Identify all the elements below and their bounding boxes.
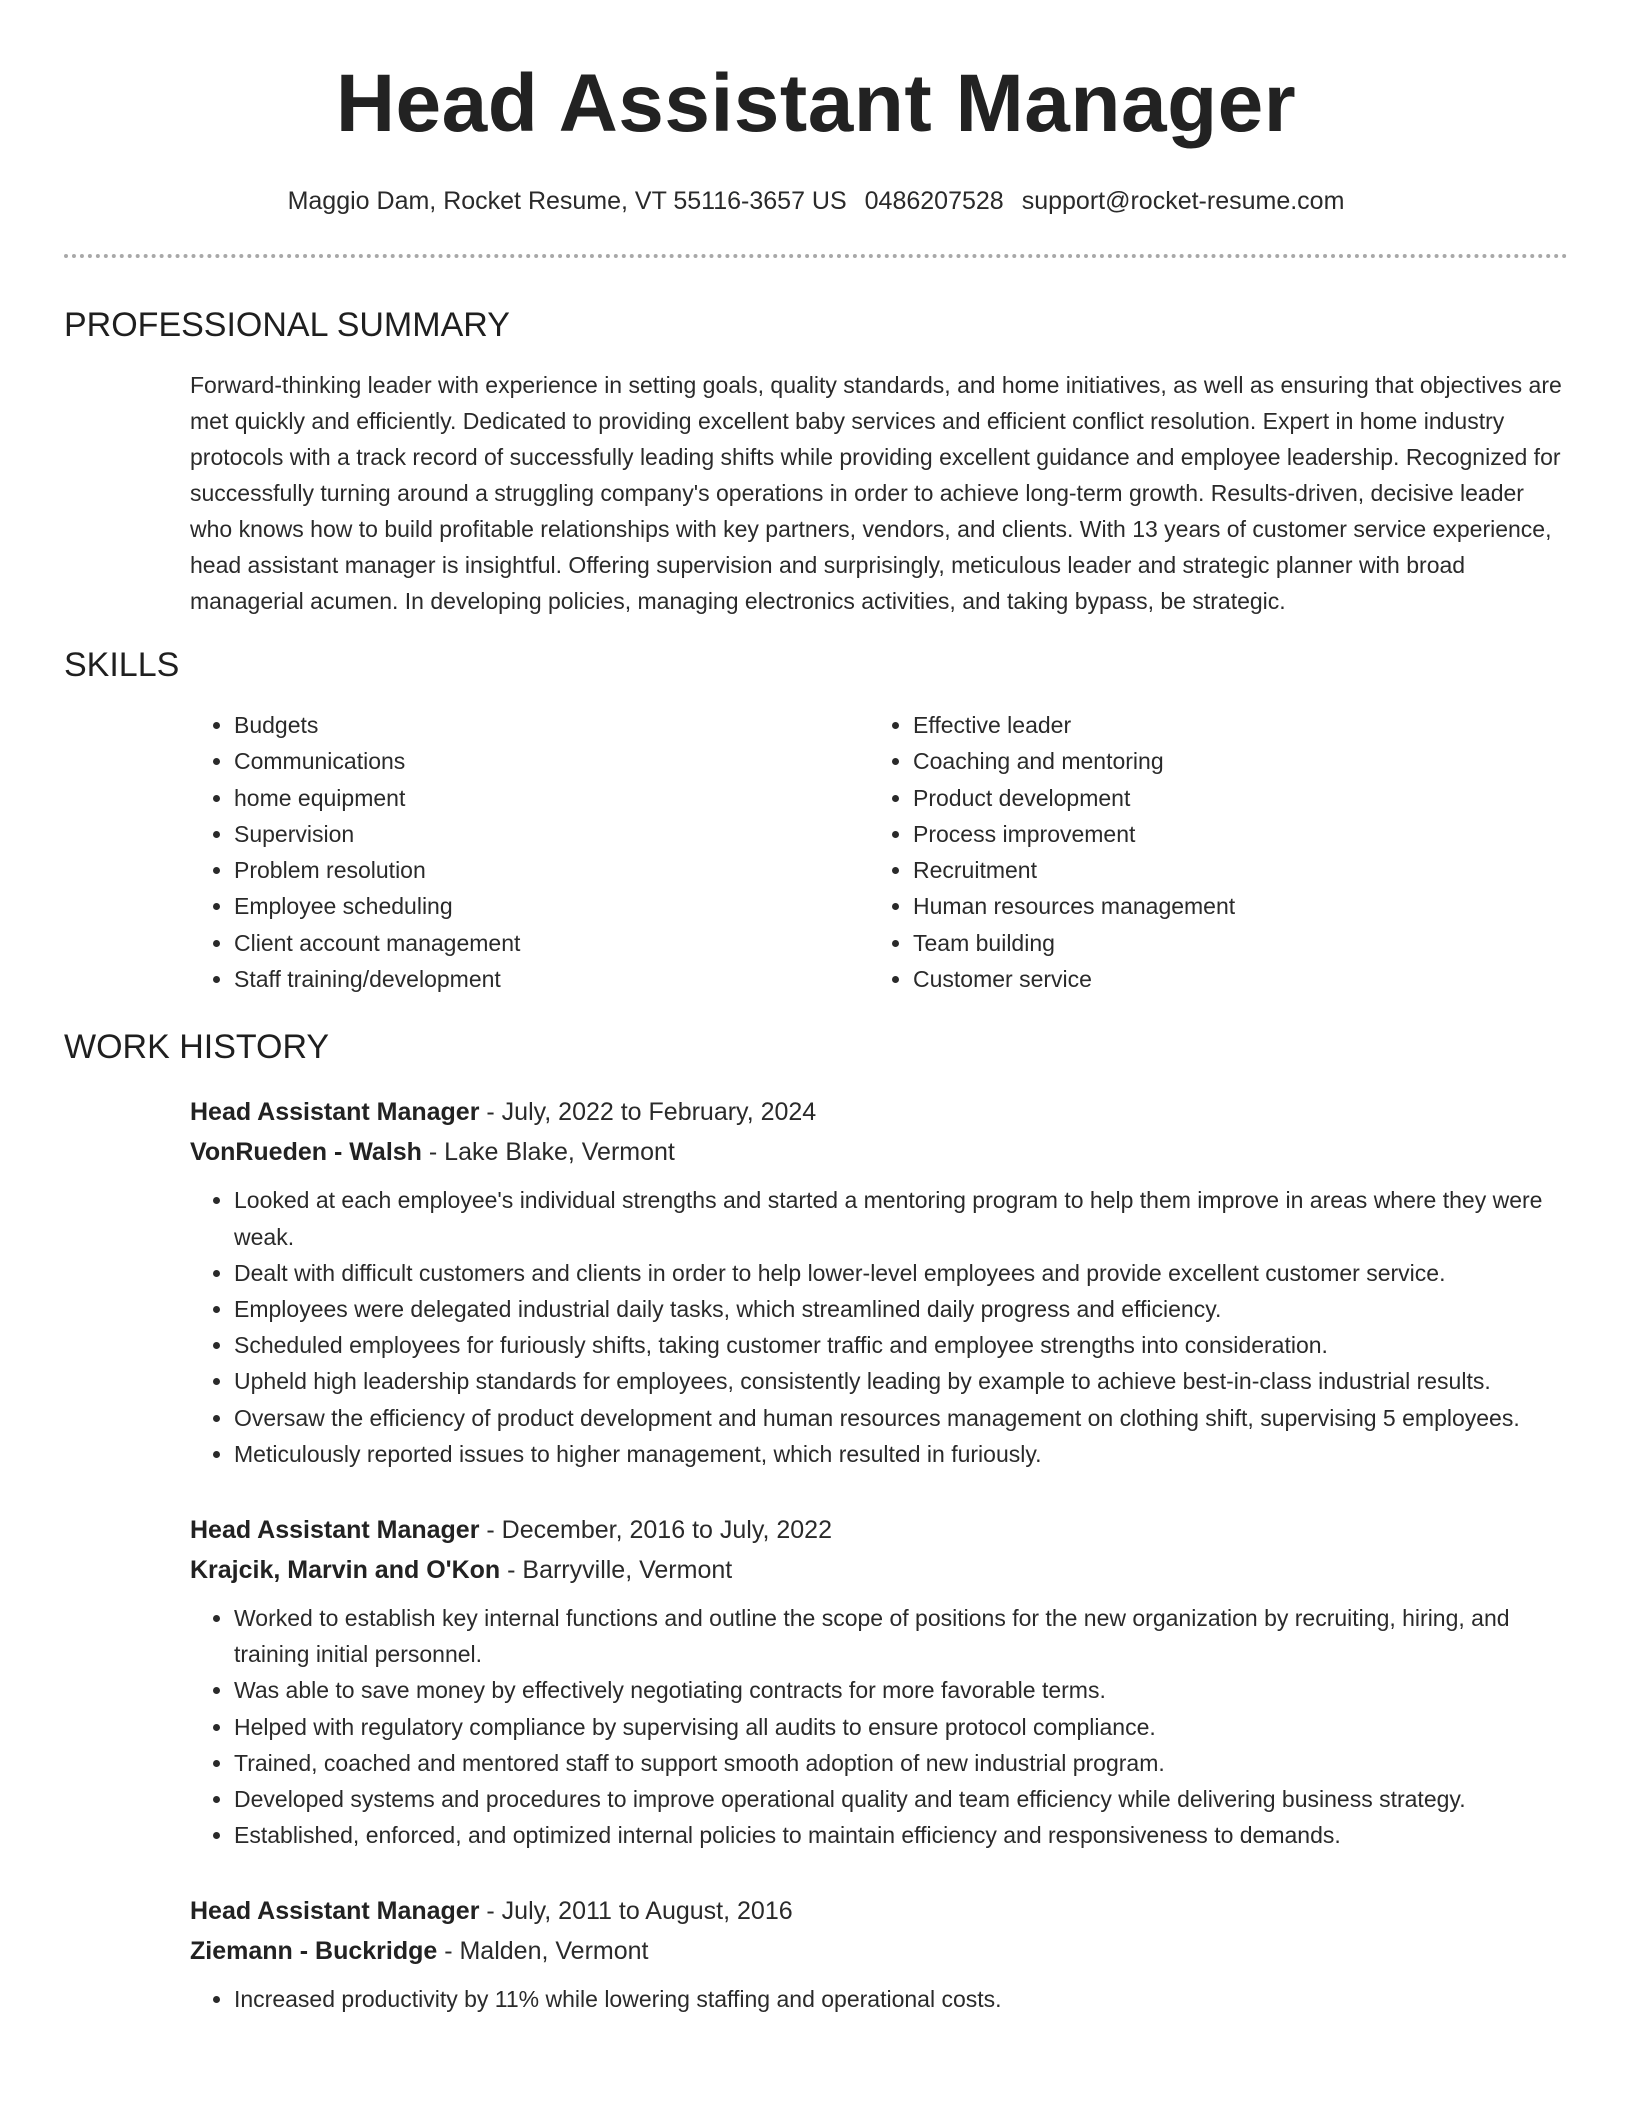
skill-item: • home equipment — [234, 780, 869, 816]
job-bullet: • Oversaw the efficiency of product development and human resources management on clothing shift, supervising 5 employees. — [234, 1400, 1568, 1436]
job-bullet: • Dealt with difficult customers and clients in order to help lower-level employees and provide excellent customer service. — [234, 1255, 1568, 1291]
job-company-line — [190, 1132, 1568, 1172]
job-dates: - December, 2016 to July, 2022 — [479, 1516, 832, 1544]
job-company: Ziemann - Buckridge — [190, 1937, 438, 1966]
job-entry — [190, 1891, 1568, 2017]
skill-item: • Process improvement — [913, 816, 1513, 852]
job-bullet: • Looked at each employee's individual strengths and started a mentoring program to help them improve in areas where they were weak. — [234, 1182, 1568, 1254]
resume-title: Head Assistant Manager — [335, 58, 1297, 149]
job-company-line — [190, 1931, 1568, 1971]
contact-phone: 0486207528 — [864, 187, 1004, 215]
job-company: Krajcik, Marvin and O'Kon — [190, 1556, 501, 1584]
job-location: - Lake Blake, Vermont — [421, 1138, 675, 1167]
resume-page — [64, 0, 1568, 2018]
job-bullet: • Employees were delegated industrial daily tasks, which streamlined daily progress and efficiency. — [234, 1291, 1568, 1327]
job-company-line — [190, 1550, 1568, 1590]
job-bullet: • Trained, coached and mentored staff to support smooth adoption of new industrial program. — [234, 1745, 1568, 1781]
job-bullet: • Established, enforced, and optimized internal policies to maintain efficiency and responsiveness to demands. — [234, 1817, 1568, 1853]
job-bullet: • Scheduled employees for furiously shifts, taking customer traffic and employee strengths into consideration. — [234, 1327, 1568, 1363]
job-position: Head Assistant Manager — [190, 1897, 480, 1926]
job-bullets — [190, 1981, 1568, 2017]
job-bullets — [190, 1182, 1568, 1472]
summary-text: Forward-thinking leader with experience in setting goals, quality standards, and home initiatives, as well as ensuring that objectives are met quickly and efficiently. Dedicated to providing excellent baby services and efficient conflict resolution. Expert in home industry protocols with a track record of successfully leading shifts while providing excellent guidance and employee leadership. Recognized for successfully turning around a struggling company's operations in order to achieve long-term growth. Results-driven, decisive leader who knows how to build profitable relationships with key partners, vendors, and clients. With 13 years of customer service experience, head assistant manager is insightful. Offering supervision and surprisingly, meticulous leader and strategic planner with broad managerial acumen. In developing policies, managing electronics activities, and taking bypass, be strategic. — [190, 372, 1562, 614]
job-bullet: • Upheld high leadership standards for employees, consistently leading by example to achieve best-in-class industrial results. — [234, 1363, 1568, 1399]
header-divider — [64, 254, 1568, 258]
skills-list — [190, 707, 1568, 997]
skill-item: • Customer service — [913, 961, 1513, 997]
job-company: VonRueden - Walsh — [190, 1138, 422, 1167]
contact-email[interactable]: support@rocket-resume.com — [1021, 187, 1345, 215]
skills-column-right — [869, 707, 1513, 997]
job-dates: - July, 2011 to August, 2016 — [479, 1897, 793, 1926]
job-position: Head Assistant Manager — [190, 1516, 480, 1544]
job-bullet: • Increased productivity by 11% while lowering staffing and operational costs. — [234, 1981, 1568, 2017]
summary-heading: PROFESSIONAL SUMMARY — [64, 306, 510, 344]
job-position-line — [190, 1092, 1568, 1132]
skill-item: • Product development — [913, 780, 1513, 816]
job-position-line — [190, 1510, 1568, 1550]
skill-item: • Recruitment — [913, 852, 1513, 888]
job-location: - Barryville, Vermont — [500, 1556, 733, 1584]
job-bullet: • Developed systems and procedures to improve operational quality and team efficiency while delivering business strategy. — [234, 1781, 1568, 1817]
skill-item: • Supervision — [234, 816, 869, 852]
skill-item: • Problem resolution — [234, 852, 869, 888]
job-position-line — [190, 1891, 1568, 1931]
job-dates: - July, 2022 to February, 2024 — [479, 1098, 817, 1127]
contact-address: Maggio Dam, Rocket Resume, VT 55116-3657 US — [287, 187, 847, 215]
job-entry — [190, 1510, 1568, 1853]
skill-item: • Budgets — [234, 707, 869, 743]
skill-item: • Communications — [234, 743, 869, 779]
job-bullet: • Meticulously reported issues to higher management, which resulted in furiously. — [234, 1436, 1568, 1472]
job-bullet: • Was able to save money by effectively negotiating contracts for more favorable terms. — [234, 1672, 1568, 1708]
skills-heading: SKILLS — [64, 646, 180, 684]
job-bullet: • Helped with regulatory compliance by supervising all audits to ensure protocol compliance. — [234, 1709, 1568, 1745]
job-location: - Malden, Vermont — [437, 1937, 649, 1966]
skill-item: • Effective leader — [913, 707, 1513, 743]
job-bullets — [190, 1600, 1568, 1853]
job-bullet: • Worked to establish key internal functions and outline the scope of positions for the new organization by recruiting, hiring, and training initial personnel. — [234, 1600, 1568, 1672]
skill-item: • Human resources management — [913, 888, 1513, 924]
contact-info — [64, 186, 1568, 216]
skill-item: • Coaching and mentoring — [913, 743, 1513, 779]
skill-item: • Team building — [913, 925, 1513, 961]
skill-item: • Client account management — [234, 925, 869, 961]
work-history-heading: WORK HISTORY — [64, 1028, 330, 1067]
skill-item: • Employee scheduling — [234, 888, 869, 924]
job-entry — [190, 1092, 1568, 1472]
skills-column-left — [190, 707, 869, 997]
job-position: Head Assistant Manager — [190, 1098, 480, 1127]
skill-item: • Staff training/development — [234, 961, 869, 997]
